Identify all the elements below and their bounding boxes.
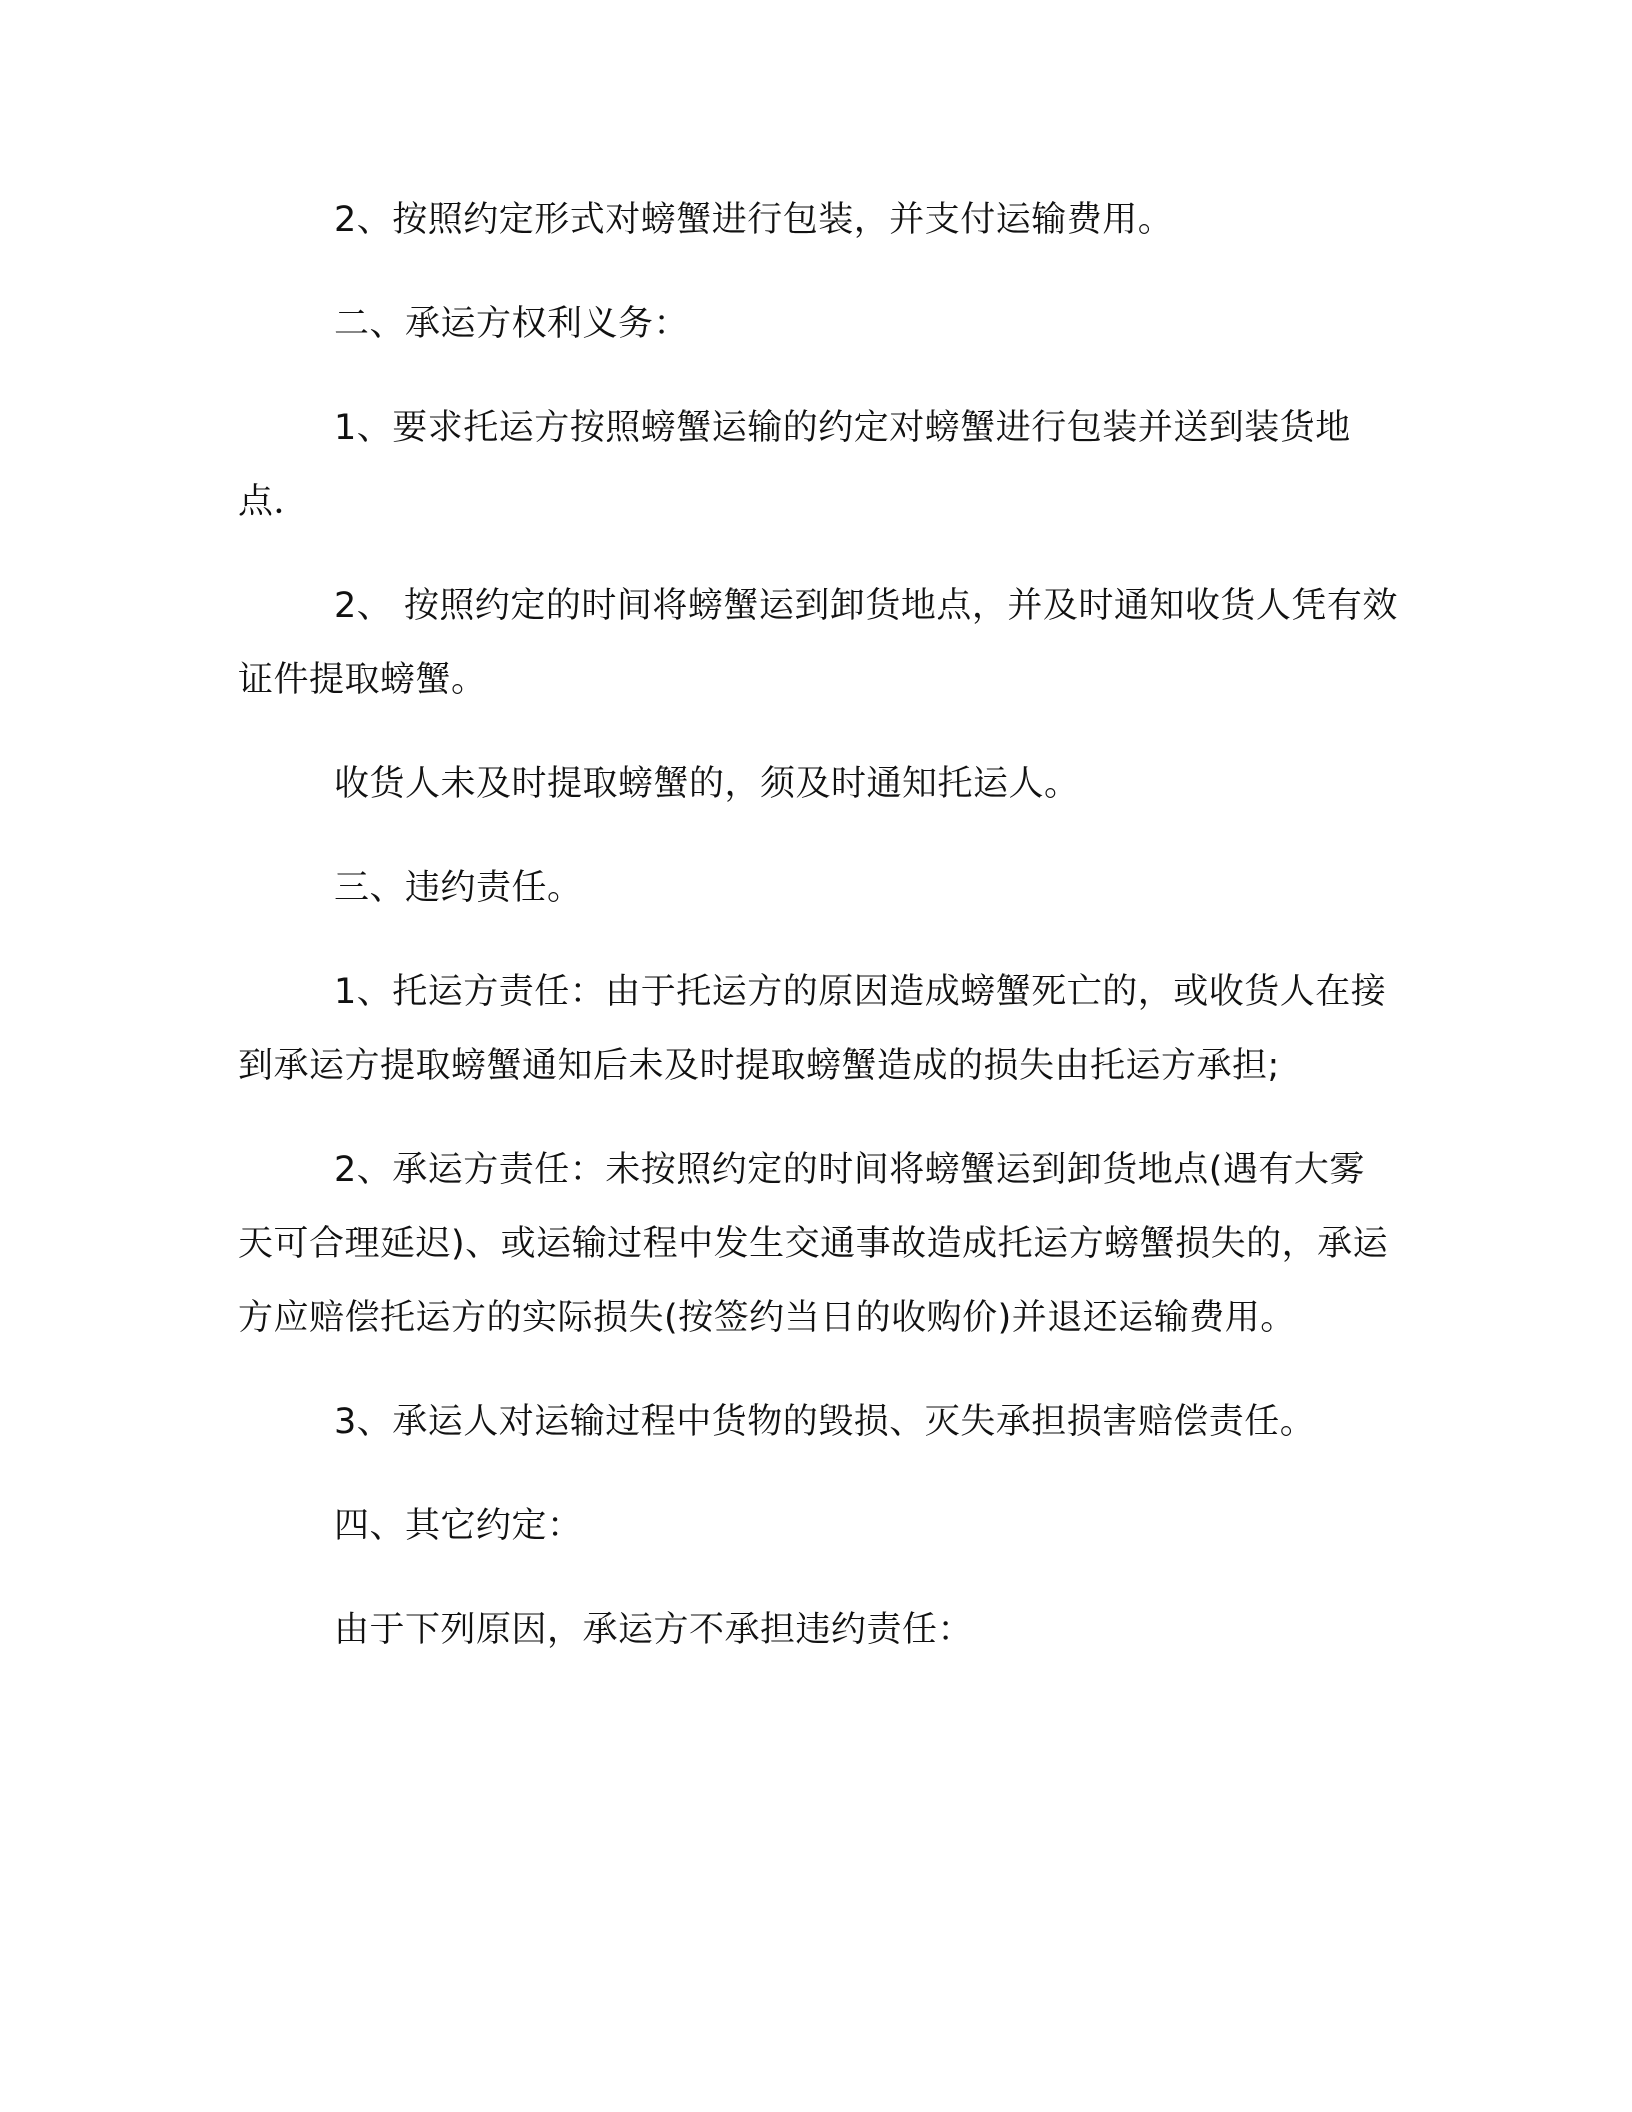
paragraph-damage-liability: 3、承运人对运输过程中货物的毁损、灭失承担损害赔偿责任。 — [334, 1402, 1316, 1442]
heading-other-terms: 四、其它约定： — [334, 1506, 583, 1546]
paragraph-consignee-notice: 收货人未及时提取螃蟹的，须及时通知托运人。 — [334, 764, 1080, 804]
heading-liability: 三、违约责任。 — [334, 868, 583, 908]
document-body — [238, 183, 1398, 1697]
paragraph-carrier-right-2: 2、 按照约定的时间将螃蟹运到卸货地点，并及时通知收货人凭有效证件提取螃蟹。 — [238, 586, 1398, 700]
paragraph-shipper-liability: 1、托运方责任：由于托运方的原因造成螃蟹死亡的，或收货人在接到承运方提取螃蟹通知后未及时提取螃蟹造成的损失由托运方承担; — [238, 972, 1387, 1086]
paragraph-exemptions: 由于下列原因，承运方不承担违约责任： — [334, 1610, 974, 1650]
paragraph-carrier-right-1: 1、要求托运方按照螃蟹运输的约定对螃蟹进行包装并送到装货地点． — [238, 408, 1351, 522]
heading-carrier-rights: 二、承运方权利义务： — [334, 304, 690, 344]
paragraph-shipper-packaging: 2、按照约定形式对螃蟹进行包装，并支付运输费用。 — [334, 200, 1174, 240]
paragraph-carrier-liability: 2、承运方责任：未按照约定的时间将螃蟹运到卸货地点(遇有大雾天可合理延迟)、或运输过程中发生交通事故造成托运方螃蟹损失的，承运方应赔偿托运方的实际损失(按签约当日的收购价)并退还运输费用。 — [238, 1150, 1389, 1338]
